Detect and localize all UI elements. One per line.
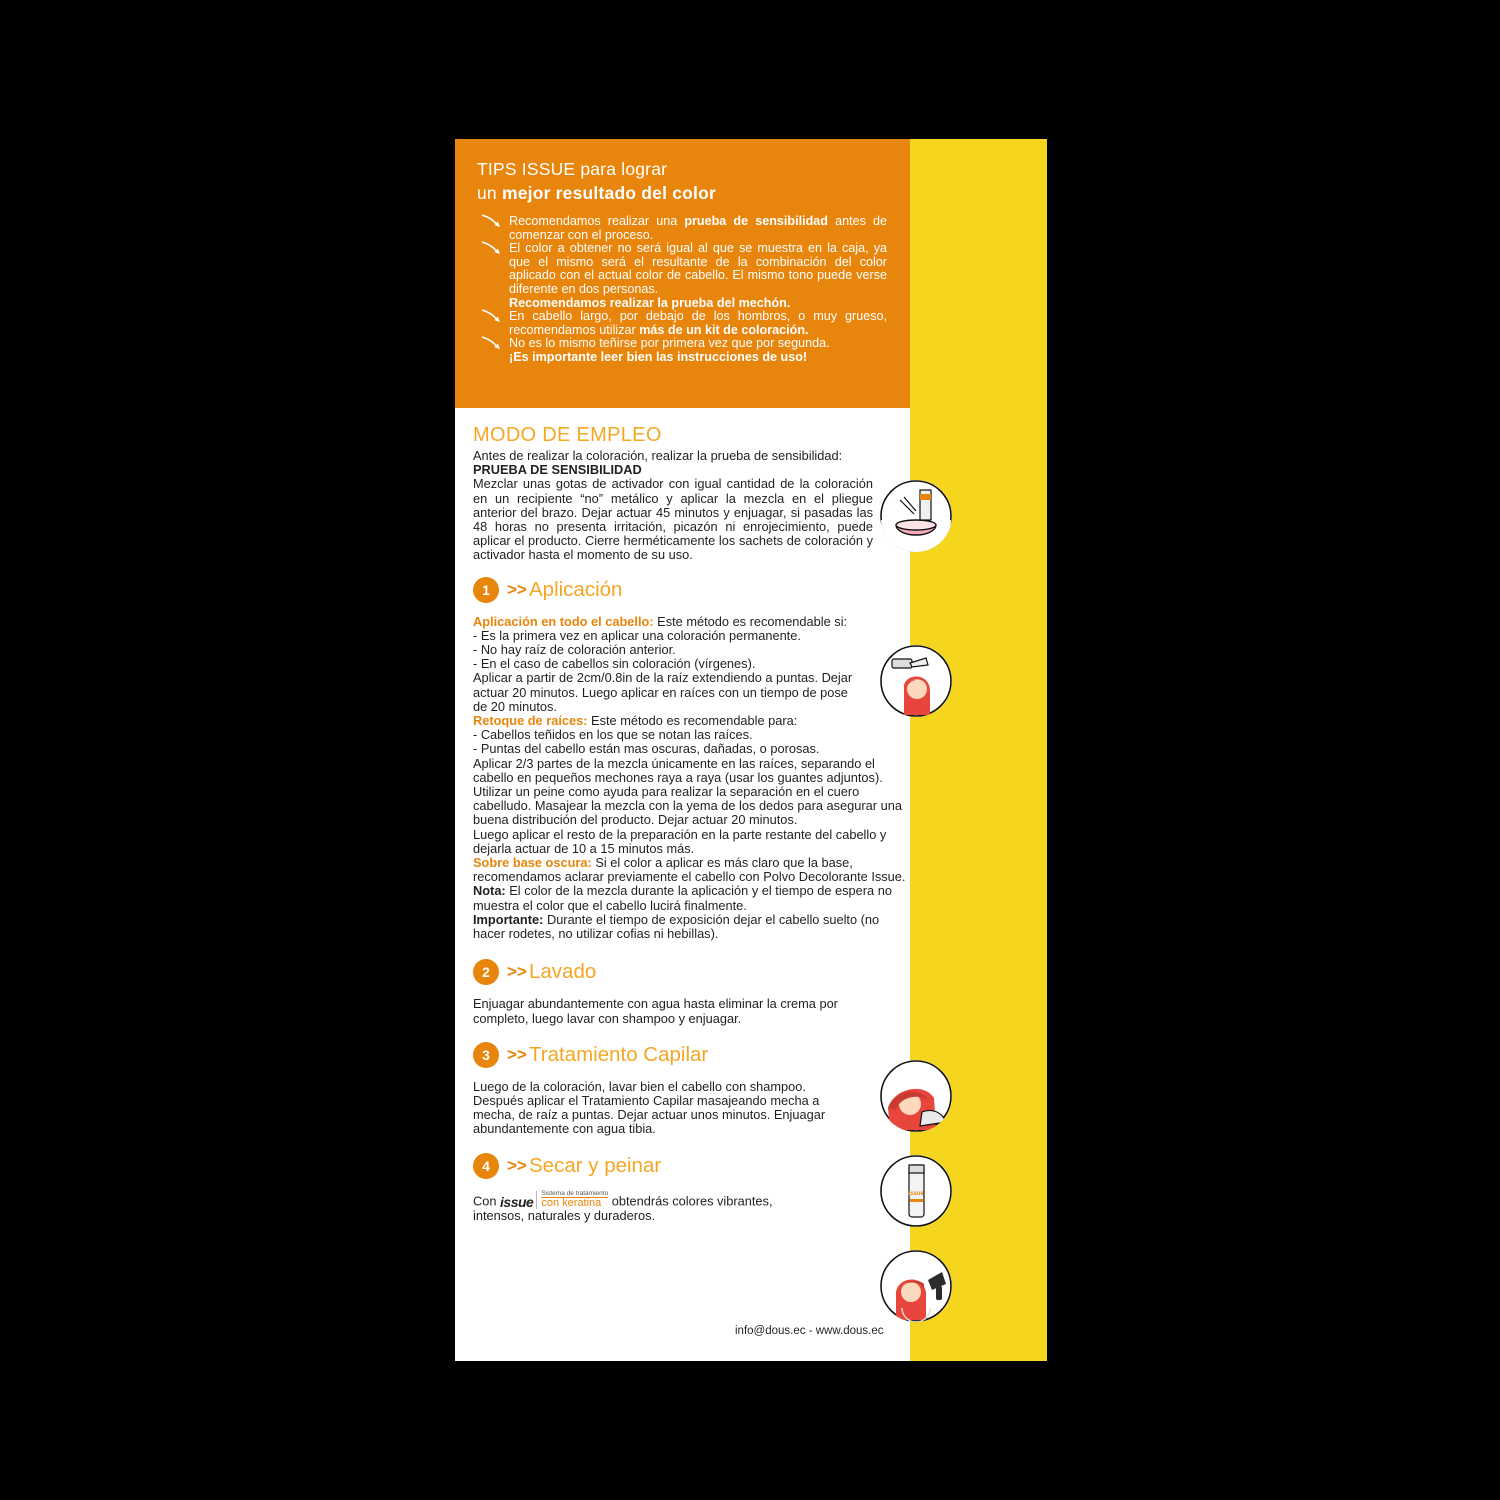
issue-brand-logo: issue [500,1194,534,1211]
step-2-label: Lavado [529,960,597,984]
hair-dryer-icon [880,1250,952,1322]
intro-text: Antes de realizar la coloración, realizar la prueba de sensibilidad: [473,448,843,463]
sensitivity-test-title: PRUEBA DE SENSIBILIDAD [473,462,642,478]
root-touchup-bullet: - Puntas del cabello están mas oscuras, dañadas, o porosas. [473,741,820,757]
chevron-right-icon: >> [507,962,527,982]
page-title: MODO DE EMPLEO [473,424,662,446]
arrow-icon [481,308,503,326]
tip-item [477,310,887,337]
apply-all-text: Aplicar a partir de 2cm/0.8in de la raíz extendiendo a puntas. Dejar actuar 20 minutos. Luego aplicar en raíces con un tiempo de pose de 20 minutos. [473,670,853,714]
dark-base-paragraph [473,856,911,884]
step-3-number: 3 [473,1042,499,1068]
step-1-label: Aplicación [529,577,623,601]
step-1-header [473,577,913,607]
chevron-right-icon: >> [507,1044,527,1064]
tip-item [477,215,887,242]
sensitivity-test-text: Mezclar unas gotas de activador con igual cantidad de la coloración en un recipiente “no” metálico y aplicar la mezcla en el pliegue anterior del brazo. Dejar actuar 45 minutos y enjuagar, si pasadas las 48 horas no presenta irritación, picazón ni enrojecimiento, puede aplicar el producto. Cierre herméticamente los sachets de coloración y activador hasta el momento de su uso. [473,476,873,563]
tips-title [477,159,716,204]
important-text: Durante el tiempo de exposición dejar el cabello suelto (no hacer rodetes, no utilizar cofias ni hebillas). [473,911,880,942]
step-1-number: 1 [473,577,499,603]
tip-bold: Recomendamos realizar la prueba del mechón. [509,295,791,310]
tips-title-line2: un mejor resultado del color [477,183,717,203]
tip-bold: ¡Es importante leer bien las instrucciones de uso! [509,349,808,364]
tips-list [477,215,887,365]
illustration-treatment [880,1155,952,1227]
apply-all-bullet: - Es la primera vez en aplicar una coloración permanente. [473,627,801,643]
step-3-label: Tratamiento Capilar [529,1042,709,1066]
tips-title-line2-bold: mejor resultado del color [501,183,717,203]
note-paragraph [473,884,893,912]
arrow-icon [481,213,503,231]
mixing-bowl-icon [880,480,952,552]
footer-contact: info@dous.ec - www.dous.ec [735,1325,884,1337]
tip-text: En cabello largo, por debajo de los hombros, o muy grueso, recomendamos utilizar [509,309,887,337]
step-4-header [473,1153,913,1183]
tips-title-line1: TIPS ISSUE para lograr [477,159,668,179]
apply-all-intro: Este método es recomendable si: [653,613,848,629]
illustration-sensitivity-test [880,480,952,552]
apply-all-bullet: - No hay raíz de coloración anterior. [473,642,676,658]
illustration-application [880,645,952,717]
tip-item [477,297,887,311]
note-label: Nota: [473,883,506,899]
chevron-right-icon: >> [507,579,527,599]
tip-text: Recomendamos realizar una [509,214,685,228]
step-4-label: Secar y peinar [529,1153,662,1177]
svg-text:issue: issue [908,1191,924,1197]
step-4-text-post: obtendrás colores vibrantes, intensos, naturales y duraderos. [473,1193,773,1224]
apply-all-heading [473,615,913,629]
root-touchup-intro: Este método es recomendable para: [587,713,798,729]
step-4-number: 4 [473,1153,499,1179]
step-2-header [473,959,913,989]
important-paragraph [473,913,893,941]
step-3-header [473,1042,913,1072]
root-touchup-label: Retoque de raíces: [473,713,588,729]
illustration-wash [880,1060,952,1132]
tip-text: El color a obtener no será igual al que se muestra en la caja, ya que el mismo será el resultante de la combinación del color aplicado con el actual color de cabello. El mismo tono puede verse diferente en dos personas. [509,241,887,296]
apply-all-label: Aplicación en todo el cabello: [473,613,654,629]
keratin-badge-top: Sistema de tratamiento [541,1189,609,1197]
step-3-text: Luego de la coloración, lavar bien el cabello con shampoo. Después aplicar el Tratamiento Capilar masajeando mecha a mecha, de raíz a puntas. Dejar actuar unos minutos. Enjuagar abundantemente con agua tibia. [473,1078,826,1137]
keratin-badge [536,1191,608,1210]
arrow-icon [481,240,503,258]
tips-section [455,139,910,408]
tip-item [477,242,887,296]
hair-wash-icon [880,1060,952,1132]
tip-bold: prueba de sensibilidad [684,214,828,228]
chevron-right-icon: >> [507,1155,527,1175]
tip-item [477,337,887,351]
important-label: Importante: [473,911,544,927]
dark-base-label: Sobre base oscura: [473,855,592,871]
keratin-badge-bottom: con keratina [541,1197,608,1209]
root-touchup-bullet: - Cabellos teñidos en los que se notan las raíces. [473,727,753,743]
hair-application-icon [880,645,952,717]
root-touchup-heading [473,714,913,728]
step-2-number: 2 [473,959,499,985]
apply-all-bullet: - En el caso de cabellos sin coloración (vírgenes). [473,656,756,672]
tip-item [477,351,887,365]
root-touchup-text: Aplicar 2/3 partes de la mezcla únicamente en las raíces, separando el cabello en pequeños mechones raya a raya (usar los guantes adjuntos). Utilizar un peine como ayuda para realizar la separación en el cuero cabelludo. Masajear la mezcla con la yema de los dedos para asegurar una buena distribución del producto. Dejar actuar 20 minutos. [473,755,902,828]
dark-base-text: Si el color a aplicar es más claro que la base, recomendamos aclarar previamente el cabello con Polvo Decolorante Issue. [473,855,906,885]
illustration-dry-style [880,1250,952,1322]
note-text: El color de la mezcla durante la aplicación y el tiempo de espera no muestra el color que el cabello lucirá finalmente. [473,883,892,913]
step-4-text-pre: Con [473,1193,501,1209]
tip-text-post: antes de comenzar con el proceso. [509,214,887,242]
tip-bold: más de un kit de coloración. [639,322,809,337]
tip-text: No es lo mismo teñirse por primera vez que por segunda. [509,336,830,351]
treatment-tube-icon [880,1155,952,1227]
root-touchup-text-2: Luego aplicar el resto de la preparación en la parte restante del cabello y dejarla actuar de 10 a 15 minutos más. [473,826,887,856]
step-4-text [473,1191,803,1224]
step-2-text: Enjuagar abundantemente con agua hasta eliminar la crema por completo, luego lavar con shampoo y enjuagar. [473,996,838,1026]
instructions-body [473,424,913,1223]
